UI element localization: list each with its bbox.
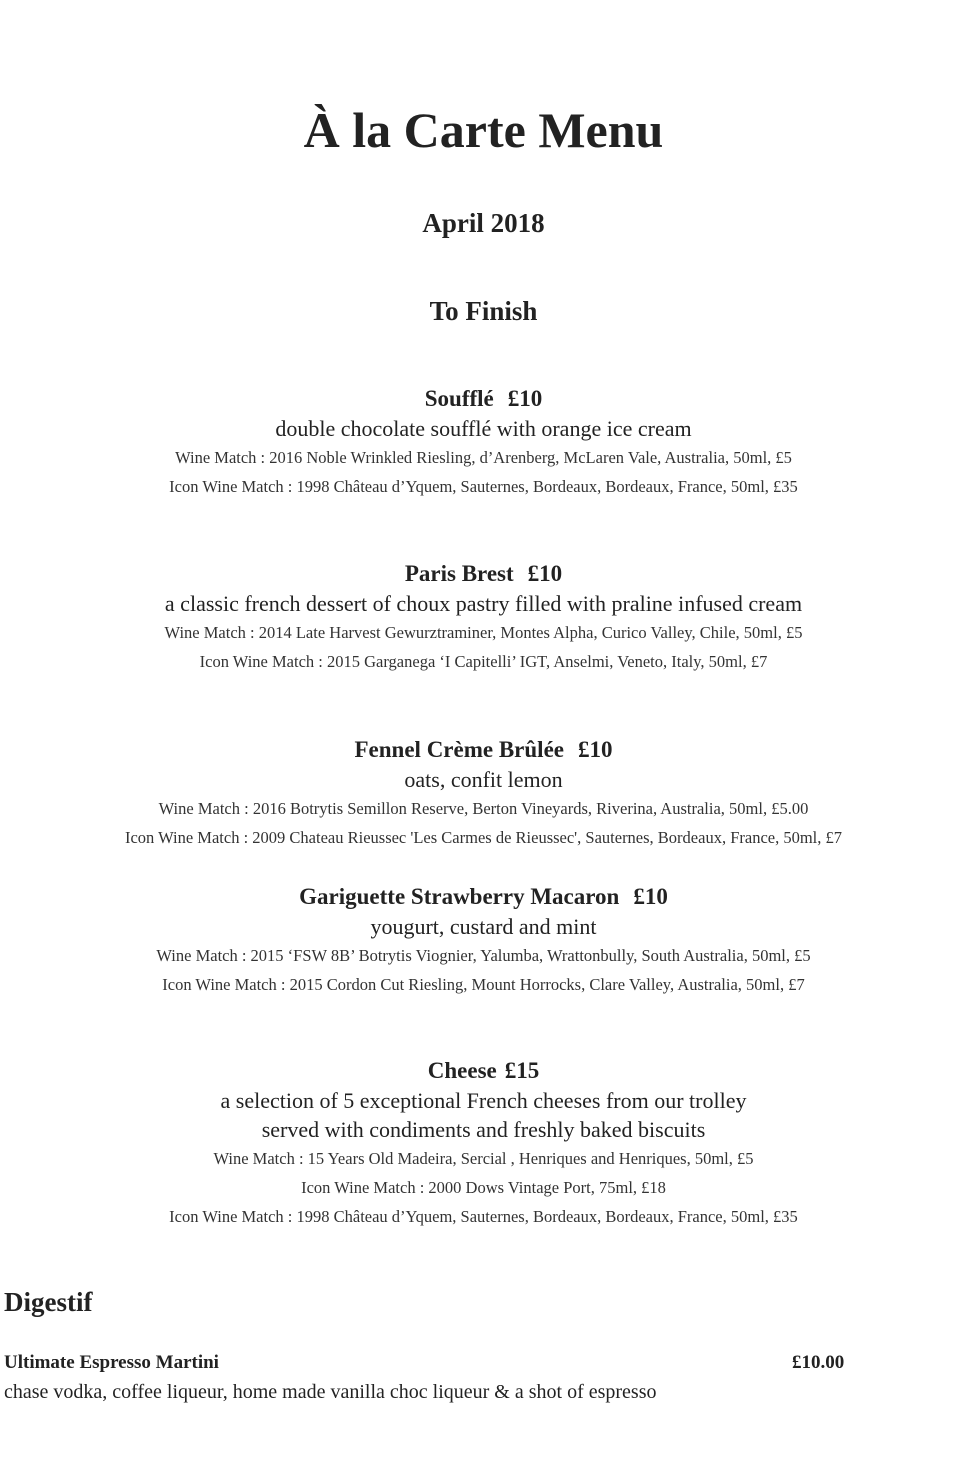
item-name: Soufflé [424, 386, 494, 411]
item-name-line [0, 559, 967, 589]
item-description: a classic french dessert of choux pastry filled with praline infused cream [164, 591, 803, 616]
menu-title: À la Carte Menu [303, 102, 664, 158]
item-price: £10 [527, 561, 563, 586]
item-name-line [0, 1056, 967, 1086]
item-description: a selection of 5 exceptional French cheeses from our trolley [220, 1088, 747, 1113]
icon-wine-match: Icon Wine Match : 2000 Dows Vintage Port, 75ml, £18 [301, 1178, 666, 1197]
icon-wine-match: Icon Wine Match : 2015 Cordon Cut Riesling, Mount Horrocks, Clare Valley, Australia, 50ml, £7 [162, 975, 805, 994]
item-description: double chocolate soufflé with orange ice cream [275, 416, 692, 441]
item-name-line [0, 735, 967, 765]
item-name: Cheese [427, 1058, 497, 1083]
item-name: Gariguette Strawberry Macaron [299, 884, 620, 909]
digestif-heading: Digestif [4, 1287, 93, 1317]
menu-item-cheese [0, 1056, 967, 1231]
menu-item-fennel-creme-brulee [0, 735, 967, 852]
item-name: Fennel Crème Brûlée [354, 737, 564, 762]
menu-item-souffle [0, 384, 967, 501]
wine-match: Wine Match : 2016 Noble Wrinkled Riesling, d’Arenberg, McLaren Vale, Australia, 50ml, £5 [175, 448, 792, 467]
icon-wine-match: Icon Wine Match : 2009 Chateau Rieussec 'Les Carmes de Rieussec', Sauternes, Bordeaux, France, 50ml, £7 [124, 828, 843, 847]
menu-date: April 2018 [422, 208, 545, 238]
digestif-item-description: chase vodka, coffee liqueur, home made vanilla choc liqueur & a shot of espresso [4, 1381, 657, 1403]
wine-match: Wine Match : 15 Years Old Madeira, Sercial , Henriques and Henriques, 50ml, £5 [213, 1149, 754, 1168]
item-name: Paris Brest [404, 561, 514, 586]
item-description: oats, confit lemon [404, 767, 563, 792]
wine-match: Wine Match : 2016 Botrytis Semillon Reserve, Berton Vineyards, Riverina, Australia, 50ml, £5.00 [158, 799, 809, 818]
wine-match: Wine Match : 2014 Late Harvest Gewurztraminer, Montes Alpha, Curico Valley, Chile, 50ml, £5 [164, 623, 803, 642]
menu-item-paris-brest [0, 559, 967, 676]
section-heading: To Finish [429, 296, 538, 326]
icon-wine-match: Icon Wine Match : 2015 Garganega ‘I Capitelli’ IGT, Anselmi, Veneto, Italy, 50ml, £7 [199, 652, 768, 671]
digestif-item-name: Ultimate Espresso Martini [4, 1352, 219, 1373]
item-price: £15 [504, 1058, 540, 1083]
digestif-item-price: £10.00 [792, 1352, 845, 1373]
icon-wine-match: Icon Wine Match : 1998 Château d’Yquem, Sauternes, Bordeaux, Bordeaux, France, 50ml, £35 [169, 477, 798, 496]
icon-wine-match: Icon Wine Match : 1998 Château d’Yquem, Sauternes, Bordeaux, Bordeaux, France, 50ml, £35 [169, 1207, 798, 1226]
menu-item-strawberry-macaron [0, 882, 967, 999]
item-price: £10 [633, 884, 668, 909]
item-name-line [0, 882, 967, 912]
item-description: yougurt, custard and mint [370, 914, 597, 939]
item-name-line [0, 384, 967, 414]
item-price: £10 [577, 737, 613, 762]
wine-match: Wine Match : 2015 ‘FSW 8B’ Botrytis Viognier, Yalumba, Wrattonbully, South Australia, 50ml, £5 [156, 946, 811, 965]
item-description: served with condiments and freshly baked biscuits [261, 1117, 706, 1142]
item-price: £10 [507, 386, 543, 411]
